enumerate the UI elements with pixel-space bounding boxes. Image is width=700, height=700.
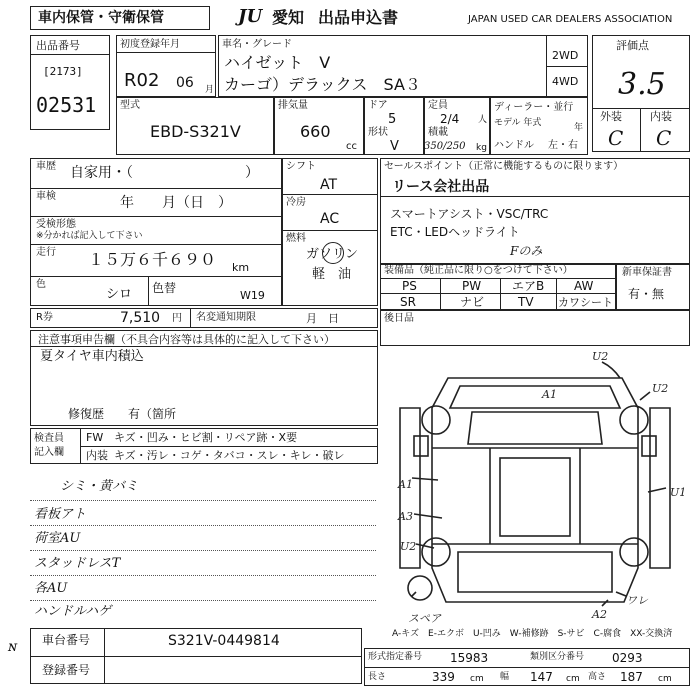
history-label: 車歴 — [36, 161, 56, 172]
spec-model-no-label: 形式指定番号 — [368, 652, 423, 662]
notes-repair: 修復歴 有（箇所 — [68, 407, 177, 421]
mark-ware: ワレ — [626, 594, 648, 607]
mark-u2-right: U2 — [652, 382, 669, 395]
fuel-gas-circle — [322, 242, 344, 264]
fuel-diesel: 軽 油 — [312, 267, 352, 282]
drive-4wd: 4WD — [552, 75, 579, 88]
checker-label2: 記入欄 — [34, 447, 64, 458]
checker-interior: 内装 — [86, 449, 108, 462]
mark-spare: スペア — [408, 612, 441, 625]
reg-label: 初度登録年月 — [120, 39, 180, 50]
equip-leather: カワシート — [558, 296, 613, 309]
recycle-value: 7,510 — [120, 310, 161, 326]
mileage-label: 走行 — [36, 247, 56, 258]
shift-value: AT — [320, 177, 338, 193]
car-name-line1: ハイゼット V — [224, 53, 331, 72]
inspection-value: 年 月（日 ） — [120, 195, 232, 211]
car-name-line2: カーゴ）デラックス SA３ — [224, 75, 421, 94]
checker-fw: FW — [86, 431, 104, 444]
spec-model-no: 15983 — [450, 651, 489, 665]
org-name: 愛知 — [272, 8, 305, 27]
hw-note-1: シミ・黄バミ — [60, 479, 139, 494]
storage-label: 車内保管・守衛保管 — [38, 10, 164, 26]
recycle-unit: 円 — [172, 313, 182, 324]
spec-length-unit: cm — [470, 674, 484, 684]
capacity-value: 2/4 — [440, 112, 460, 126]
mark-u2-left: U2 — [400, 540, 417, 553]
hw-note-4: スタッドレスT — [34, 556, 121, 571]
ac-label: 冷房 — [286, 197, 306, 208]
lot-label: 出品番号 — [36, 39, 80, 52]
equip-tv: TV — [518, 295, 534, 309]
dealer-lr: 左・右 — [548, 140, 578, 151]
spec-class-label: 類別区分番号 — [530, 652, 585, 662]
bottom-mark: ɴ — [8, 639, 18, 655]
hw-note-3: 荷室AU — [34, 531, 81, 546]
dealer-label: ディーラー・並行 — [494, 102, 574, 113]
doors-label: ドア — [368, 100, 388, 111]
checker-fw-items: キズ・凹み・ヒビ割・リペア跡・X要 — [114, 431, 298, 444]
model-label: 型式 — [120, 100, 140, 111]
color-label: 色 — [36, 279, 46, 290]
sales-title: リース会社出品 — [392, 179, 490, 195]
inspection-label: 車検 — [36, 191, 56, 202]
dealer-model-year: モデル 年式 — [494, 118, 542, 128]
shift-label: シフト — [286, 161, 316, 172]
form-title: 出品申込書 — [318, 8, 399, 27]
load-label: 積載 — [428, 127, 448, 138]
registration-label: 登録番号 — [42, 663, 91, 677]
equip-label: 装備品（純正品に限り○をつけて下さい） — [384, 265, 573, 276]
chassis-label: 車台番号 — [42, 633, 91, 647]
sales-line2: ETC・LEDヘッドライト — [390, 225, 520, 239]
color-value: シロ — [106, 287, 133, 302]
notes-label: 注意事項申告欄（不具合内容等は具体的に記入して下さい） — [38, 333, 335, 346]
disp-unit: cc — [346, 141, 357, 152]
model-value: EBD-S321V — [150, 122, 241, 141]
grade-ext-label: 外装 — [600, 110, 622, 123]
reg-era-year: R02 — [124, 70, 160, 91]
recv-note: ※分かれば記入して下さい — [36, 231, 143, 241]
notes-line1: 夏タイヤ車内積込 — [40, 349, 144, 364]
shape-label: 形状 — [368, 127, 388, 138]
grade-score: 3.5 — [618, 67, 666, 102]
equip-navi: ナビ — [460, 295, 485, 309]
spec-class-no: 0293 — [612, 651, 643, 665]
equip-ps: PS — [402, 279, 417, 293]
spec-length: 339 — [432, 670, 455, 684]
checker-label1: 検査員 — [34, 433, 64, 444]
mark-a2-rear: A2 — [592, 608, 607, 621]
mileage-value: １５万６千６９０ — [88, 250, 217, 269]
mark-a1-left: A1 — [398, 478, 413, 491]
capacity-label: 定員 — [428, 100, 448, 111]
dealer-handle: ハンドル — [494, 140, 534, 151]
spec-width: 147 — [530, 670, 553, 684]
color-code: W19 — [240, 289, 265, 302]
warranty-value: 有・無 — [628, 287, 665, 301]
mark-u1-right: U1 — [670, 486, 687, 499]
disp-value: 660 — [300, 122, 331, 141]
dealer-year-unit: 年 — [574, 123, 584, 133]
capacity-unit: 人 — [478, 115, 488, 125]
recv-label: 受検形態 — [36, 219, 76, 230]
mark-u2-top: U2 — [592, 350, 609, 363]
spec-width-unit: cm — [566, 674, 580, 684]
mark-a3-left: A3 — [398, 510, 413, 523]
hw-note-2: 看板アト — [34, 507, 87, 522]
car-diagram — [380, 348, 690, 626]
equip-sr: SR — [400, 295, 416, 309]
damage-legend: A-キズ E-エクボ U-凹み W-補修跡 S-サビ C-腐食 XX-交換済 — [392, 629, 673, 639]
after-block — [380, 310, 690, 346]
sales-line1: スマートアシスト・VSC/TRC — [390, 207, 549, 221]
checker-interior-items: キズ・汚レ・コゲ・タバコ・スレ・キレ・破レ — [114, 449, 345, 462]
doors-value: 5 — [388, 112, 397, 127]
hw-note-5: 各AU — [34, 581, 68, 596]
after-label: 後日品 — [384, 313, 414, 324]
equip-pw: PW — [462, 279, 482, 293]
grade-int-label: 内装 — [650, 110, 672, 123]
color-change: 色替 — [152, 281, 177, 295]
load-unit: kg — [476, 143, 487, 153]
ac-value: AC — [320, 211, 340, 227]
mark-a1-roof: A1 — [542, 388, 557, 401]
fuel-label: 燃料 — [286, 233, 306, 244]
warranty-label: 新車保証書 — [622, 267, 672, 278]
spec-height-label: 高さ — [588, 672, 607, 682]
fuel-gas: ガソリン — [306, 247, 359, 262]
spec-height-unit: cm — [658, 674, 672, 684]
lot-bracket-number: [2173] — [43, 65, 83, 78]
history-value: 自家用・（ ） — [70, 165, 259, 181]
ju-logo: JU — [238, 6, 263, 27]
spec-length-label: 長さ — [368, 672, 387, 682]
sales-f-note: Fのみ — [510, 244, 543, 258]
grade-label: 評価点 — [616, 39, 649, 52]
equip-airbag: エアB — [512, 279, 545, 293]
drive-2wd: 2WD — [552, 49, 579, 62]
reg-month: 06 — [176, 75, 194, 91]
chassis-value: S321V-0449814 — [168, 633, 280, 649]
load-value: 350/250 — [424, 141, 466, 152]
grade-ext: C — [608, 126, 624, 150]
grade-int: C — [656, 126, 672, 150]
spec-width-label: 幅 — [500, 672, 510, 682]
deadline-label: 名変通知期限 — [196, 312, 256, 323]
recycle-label: R券 — [36, 312, 53, 323]
lot-number: 02531 — [36, 93, 97, 117]
car-label: 車名・グレード — [222, 39, 292, 50]
mileage-unit: km — [232, 261, 250, 274]
deadline-value: 月 日 — [306, 312, 339, 325]
equip-aw: AW — [574, 279, 594, 293]
org-english: JAPAN USED CAR DEALERS ASSOCIATION — [468, 14, 673, 25]
disp-label: 排気量 — [278, 100, 308, 111]
sales-header: セールスポイント（正常に機能するものに限ります） — [384, 161, 624, 172]
spec-height: 187 — [620, 670, 643, 684]
hw-note-6: ハンドルハゲ — [34, 604, 112, 619]
shape-value: V — [390, 139, 399, 154]
reg-month-unit: 月 — [205, 85, 215, 95]
